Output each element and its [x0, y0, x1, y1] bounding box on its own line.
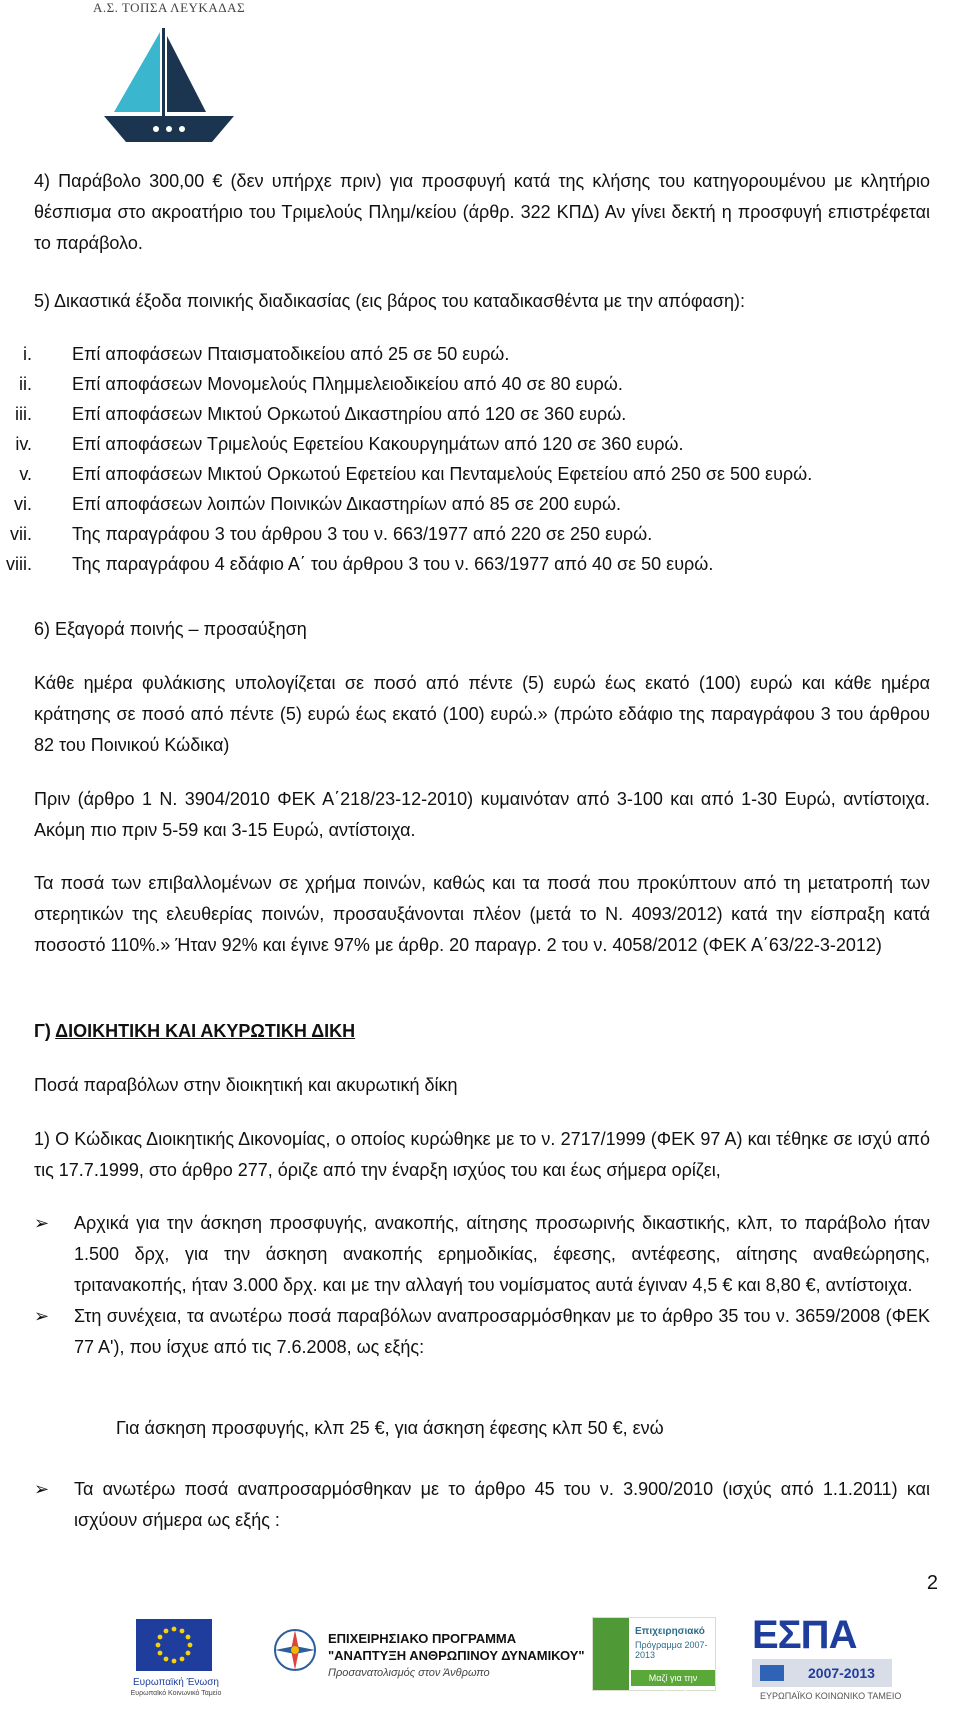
paragraph-kodikas-text: 1) Ο Κώδικας Διοικητικής Δικονομίας, ο οποίος κυρώθηκε με το ν. 2717/1999 (ΦΕΚ 97 Α) και τέθηκε σε ισχύ από τις 17.7.1999, στο άρθρο 277, όριζε από την έναρξη ισχύος του και έως σήμερα ορίζει, — [34, 1129, 930, 1180]
list-item-text: Επί αποφάσεων Πταισματοδικείου από 25 σε 50 ευρώ. — [72, 344, 510, 364]
header-logo — [84, 0, 254, 150]
paragraph-5-text: 5) Δικαστικά έξοδα ποινικής διαδικασίας (εις βάρος του καταδικασθέντα με την απόφαση): — [34, 291, 746, 311]
eu-caption-sub: Ευρωπαϊκό Κοινωνικό Ταμείο — [130, 1690, 222, 1697]
ep-logo-figure-icon — [593, 1618, 629, 1690]
ep-logo-line2: Πρόγραμμα 2007-2013 — [635, 1640, 708, 1660]
list-item-number: viii. — [6, 554, 32, 574]
bullet-item-text: Τα ανωτέρω ποσά αναπροσαρμόσθηκαν με το άρθρο 45 του ν. 3.900/2010 (ισχύς από 1.1.2011) και ισχύουν σήμερα ως εξής : — [74, 1479, 930, 1530]
list-item-text: Επί αποφάσεων λοιπών Ποινικών Δικαστηρίων από 85 σε 200 ευρώ. — [72, 494, 621, 514]
list-item-number: iii. — [15, 404, 32, 424]
paragraph-kodikas — [34, 1124, 930, 1186]
op-title-line2: "ΑΝΑΠΤΥΞΗ ΑΝΘΡΩΠΙΝΟΥ ΔΥΝΑΜΙΚΟΥ" — [328, 1648, 585, 1663]
arrow-bullet-icon: ➢ — [34, 1479, 50, 1499]
list-item — [0, 554, 940, 584]
section-heading — [34, 1016, 930, 1047]
paragraph-posa-text: Τα ποσά των επιβαλλομένων σε χρήμα ποινών, καθώς και τα ποσά που προκύπτουν από τη μετατροπή των στερητικών της ελευθερίας ποινών, προσαυξάνονται πλέον (μετά το Ν. 4093/2012) κατά την είσπραξη κατά ποσοστό 110%.» Ήταν 92% και έγινε 97% με άρθρ. 20 παραγρ. 2 του ν. 4058/2012 (ΦΕΚ Α΄63/22-3-2012) — [34, 873, 930, 955]
compass-emblem-icon — [272, 1627, 318, 1673]
list-item — [0, 404, 940, 434]
bullet-list-b — [34, 1474, 930, 1536]
bullet-list — [34, 1208, 930, 1363]
paragraph-4-text: 4) Παράβολο 300,00 € (δεν υπήρχε πριν) για προσφυγή κατά της κλήσης του κατηγορουμένου με κλητήριο θέσπισμα στο ακροατήριο του Τριμελούς Πλημ/κείου (άρθρ. 322 ΚΠΔ) Αν γίνει δεκτή η προσφυγή επιστρέφεται το παράβολο. — [34, 171, 930, 253]
bullet-item — [34, 1474, 930, 1536]
list-item-number: iv. — [15, 434, 32, 454]
paragraph-posa-paravolon-text: Ποσά παραβόλων στην διοικητική και ακυρωτική δίκη — [34, 1075, 458, 1095]
list-item — [0, 344, 940, 374]
list-item-number: ii. — [19, 374, 32, 394]
list-item-text: Της παραγράφου 4 εδάφιο Α΄ του άρθρου 3 του ν. 663/1977 από 40 σε 50 ευρώ. — [72, 554, 714, 574]
espa-logo-title: ΕΣΠΑ — [752, 1613, 857, 1657]
list-item-text: Επί αποφάσεων Τριμελούς Εφετείου Κακουργημάτων από 120 σε 360 ευρώ. — [72, 434, 684, 454]
paragraph-posa — [34, 868, 930, 961]
indented-line: Για άσκηση προσφυγής, κλπ 25 €, για άσκηση έφεσης κλπ 50 €, ενώ — [116, 1418, 664, 1438]
list-item — [0, 434, 940, 464]
bullet-item — [34, 1208, 930, 1301]
paragraph-prin-text: Πριν (άρθρο 1 Ν. 3904/2010 ΦΕΚ Α΄218/23-12-2010) κυμαινόταν από 3-100 και από 1-30 Ευρώ, αντίστοιχα. Ακόμη πιο πριν 5-59 και 3-15 Ευρώ, αντίστοιχα. — [34, 789, 930, 840]
page-number: 2 — [926, 1572, 938, 1594]
eu-caption-title: Ευρωπαϊκή Ένωση — [133, 1677, 219, 1688]
greek-flag-icon — [760, 1665, 784, 1681]
espa-logo-years: 2007-2013 — [808, 1665, 875, 1681]
paragraph-6-title — [34, 614, 930, 645]
bullet-item-text: Στη συνέχεια, τα ανωτέρω ποσά παραβόλων αναπροσαρμόσθηκαν με το άρθρο 35 του ν. 3659/2008 (ΦΕΚ 77 Α'), που ίσχυε από τις 7.6.2008, ως εξής: — [74, 1306, 930, 1357]
sailboat-icon — [94, 14, 244, 150]
paragraph-5 — [34, 286, 930, 317]
bullet-item — [34, 1301, 930, 1363]
paragraph-6-title-text: 6) Εξαγορά ποινής – προσαύξηση — [34, 619, 307, 639]
ep-logo-line3: Μαζί για την ανάπτυξη — [631, 1670, 715, 1686]
list-item-number: vii. — [10, 524, 32, 544]
list-item-number: i. — [23, 344, 32, 364]
paragraph-6-text: Κάθε ημέρα φυλάκισης υπολογίζεται σε ποσό από πέντε (5) ευρώ έως εκατό (100) ευρώ και κάθε ημέρα κράτησης σε ποσό από πέντε (5) ευρώ έως εκατό (100) ευρώ.» (πρώτο εδάφιο της παραγράφου 3 του άρθρου 82 του Ποινικού Κώδικα) — [34, 673, 930, 755]
eu-caption — [128, 1677, 224, 1699]
bullet-item-text: Αρχικά για την άσκηση προσφυγής, ανακοπής, αίτησης προσωρινής δικαστικής, κλπ, το παράβολο ήταν 1.500 δρχ, για την άσκηση ανακοπής ερημοδικίας, έφεσης, αντέφεσης, αίτησης αναθεώρησης, τριτανακοπής, ήταν 3.000 δρχ. και με την αλλαγή του νομίσματος αυτά έγιναν 4,5 € και 8,80 €, αντίστοιχα. — [74, 1213, 930, 1295]
list-item-text: Επί αποφάσεων Μονομελούς Πλημμελειοδικείου από 40 σε 80 ευρώ. — [72, 374, 623, 394]
eu-flag-icon — [136, 1619, 212, 1671]
list-item-number: v. — [19, 464, 32, 484]
espa-logo-subtitle: ΕΥΡΩΠΑΪΚΟ ΚΟΙΝΩΝΙΚΟ ΤΑΜΕΙΟ — [760, 1691, 902, 1701]
list-item-text: Επί αποφάσεων Μικτού Ορκωτού Εφετείου και Πενταμελούς Εφετείου από 250 σε 500 ευρώ. — [72, 464, 813, 484]
list-item — [0, 374, 940, 404]
list-item-text: Επί αποφάσεων Μικτού Ορκωτού Δικαστηρίου από 120 σε 360 ευρώ. — [72, 404, 627, 424]
list-item-number: vi. — [14, 494, 32, 514]
list-item — [0, 524, 940, 554]
paragraph-posa-paravolon — [34, 1070, 930, 1101]
list-item — [0, 494, 940, 524]
footer-logos — [0, 1605, 960, 1710]
op-subtitle: Προσανατολισμός στον Άνθρωπο — [328, 1667, 490, 1679]
paragraph-6 — [34, 668, 930, 761]
op-title-line1: ΕΠΙΧΕΙΡΗΣΙΑΚΟ ΠΡΟΓΡΑΜΜΑ — [328, 1631, 517, 1646]
roman-list — [0, 344, 940, 584]
logo-title: Α.Σ. ΤΟΠΣΑ ΛΕΥΚΑΔΑΣ — [92, 0, 246, 15]
list-item-text: Της παραγράφου 3 του άρθρου 3 του ν. 663/1977 από 220 σε 250 ευρώ. — [72, 524, 653, 544]
ep-logo — [592, 1617, 716, 1699]
arrow-bullet-icon: ➢ — [34, 1213, 50, 1233]
paragraph-prin — [34, 784, 930, 846]
list-item — [0, 464, 940, 494]
section-heading-title: ΔΙΟΙΚΗΤΙΚΗ ΚΑΙ ΑΚΥΡΩΤΙΚΗ ΔΙΚΗ — [55, 1021, 356, 1041]
arrow-bullet-icon: ➢ — [34, 1306, 50, 1326]
ep-logo-line1: Επιχειρησιακό — [635, 1626, 705, 1637]
section-heading-prefix: Γ) — [34, 1021, 56, 1041]
paragraph-4 — [34, 166, 930, 259]
